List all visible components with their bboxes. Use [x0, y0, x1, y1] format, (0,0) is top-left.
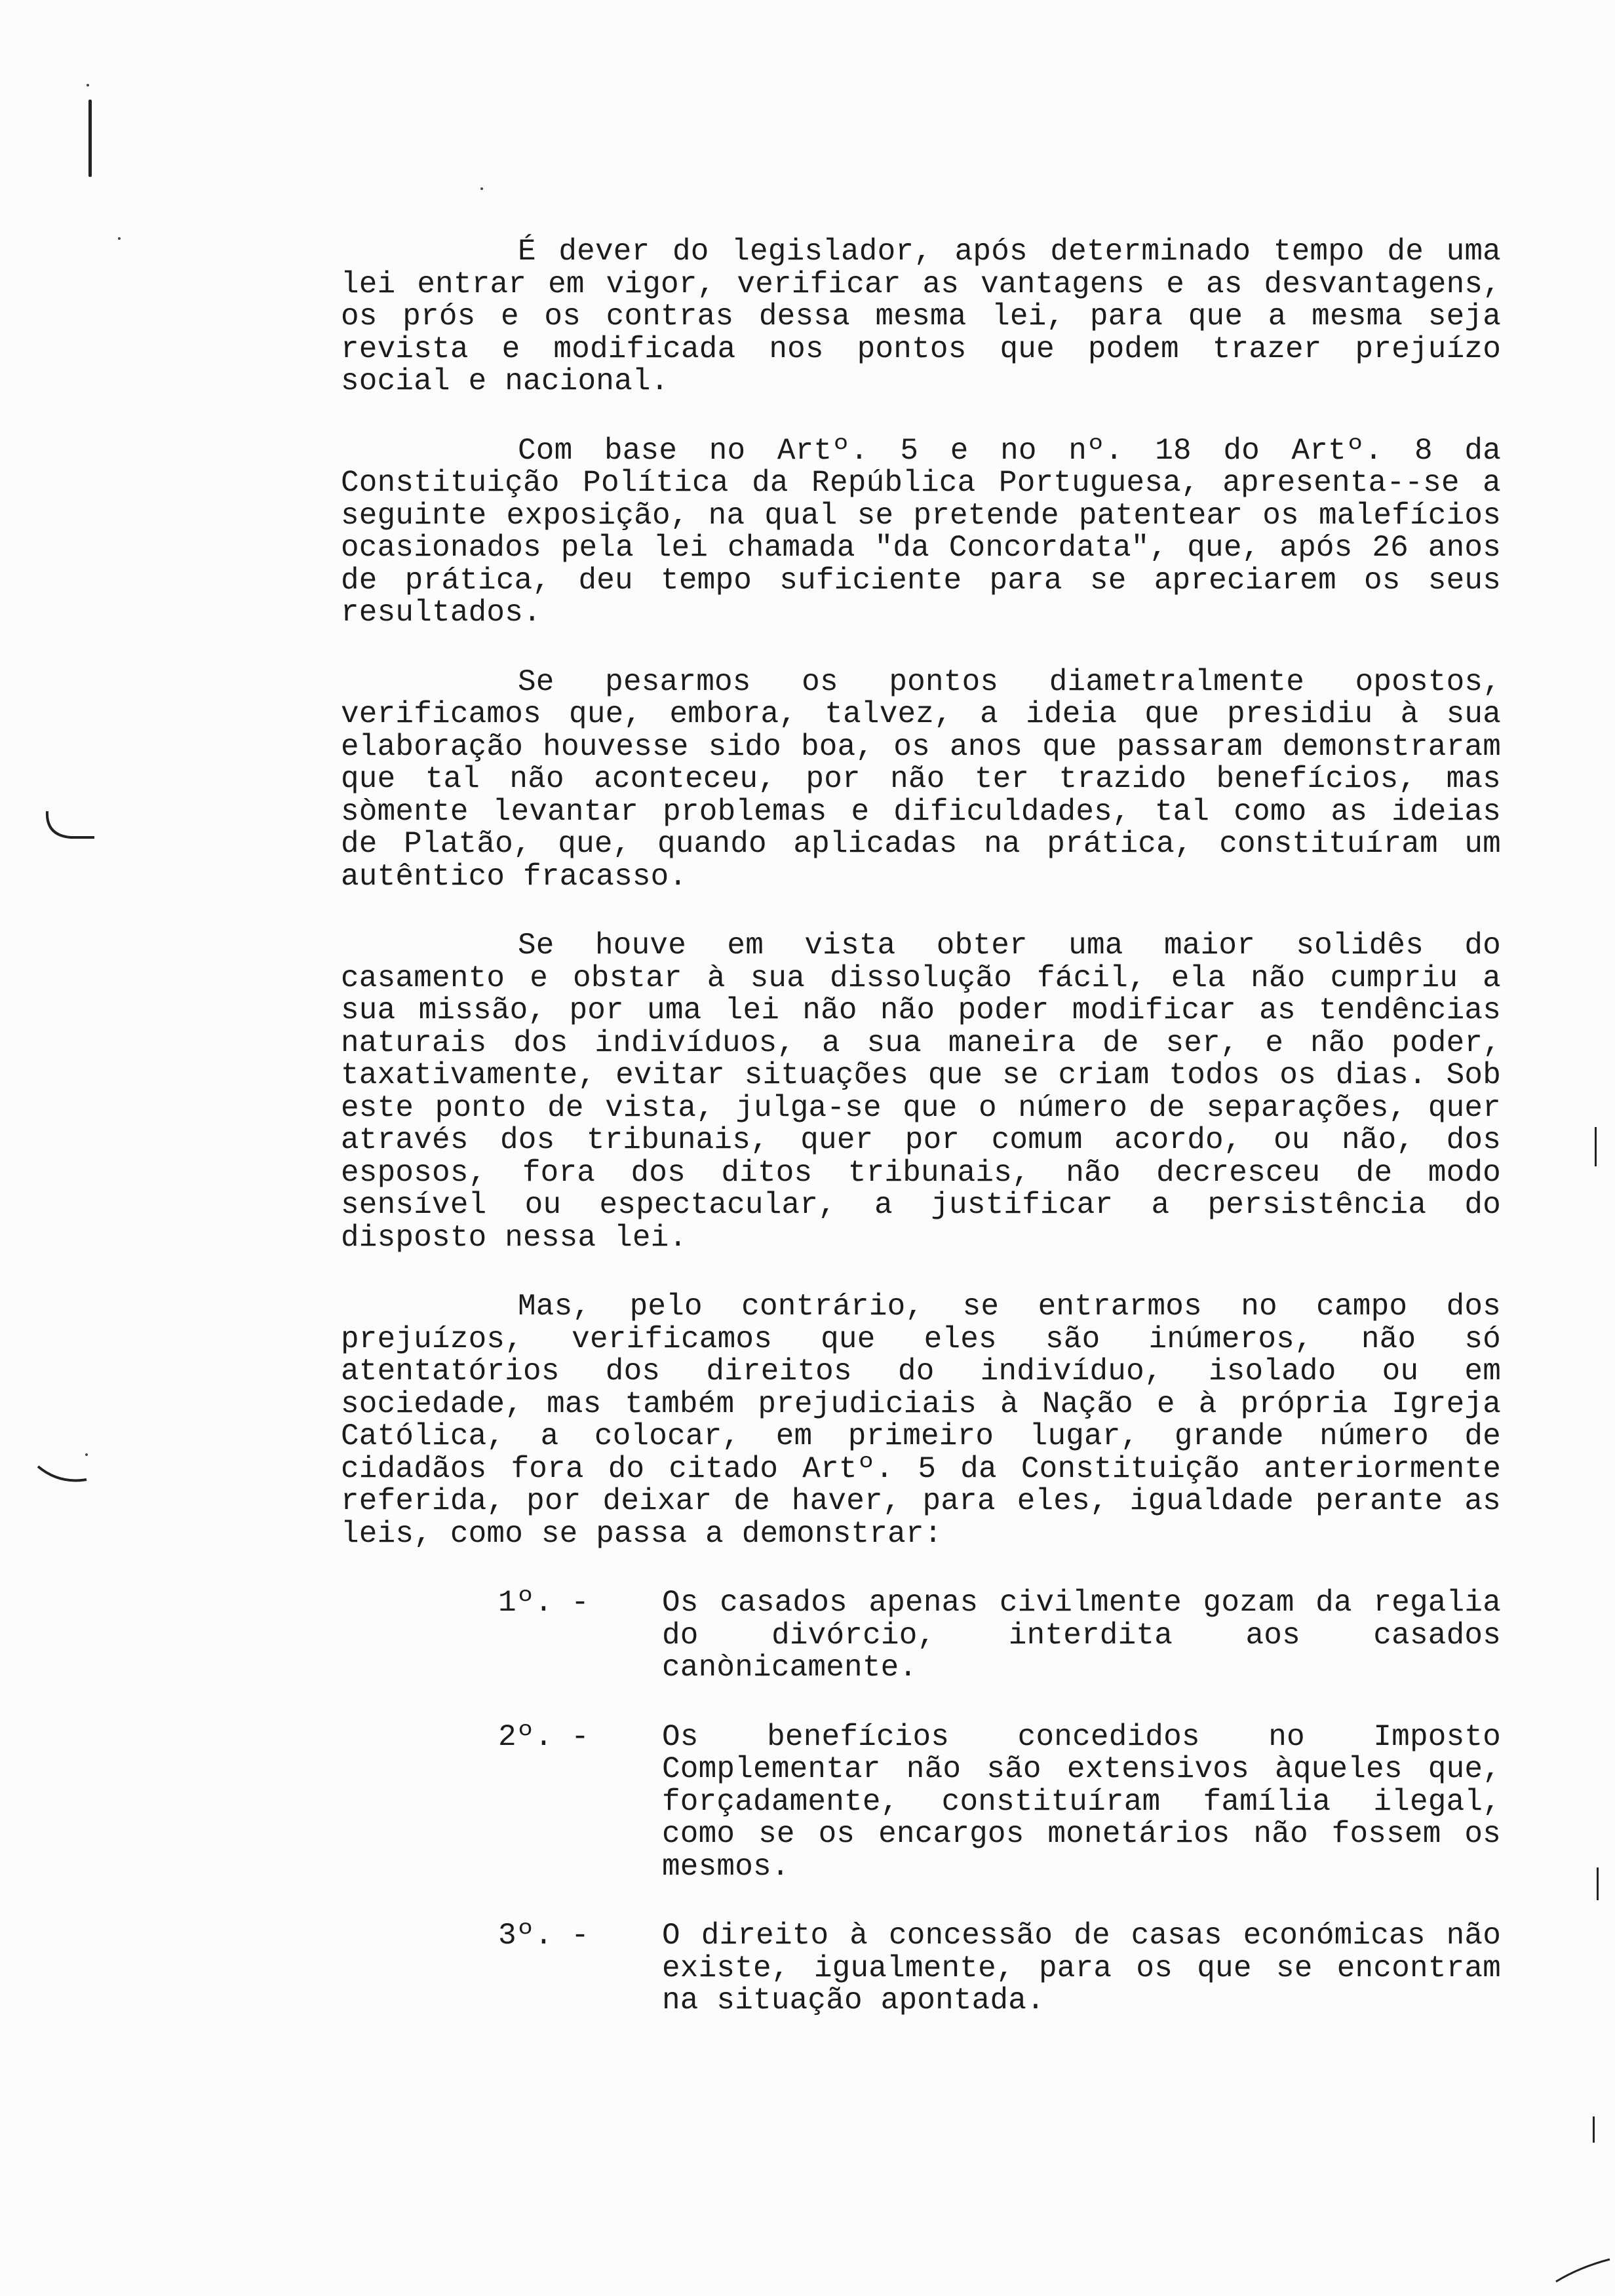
list-item-number: 3º. -: [498, 1919, 590, 1953]
paragraph-text: Mas, pelo contrário, se entrarmos no campo dos prejuízos, verificamos que eles são inúmeros, não só atentatórios dos direitos do indivíduo, isolado ou em sociedade, mas também prejudiciais à Nação e à própria Igreja Católica, a colocar, em primeiro lugar, grande número de cidadãos fora do citado Artº. 5 da Constituição anteriormente referida, por deixar de haver, para eles, igualdade perante as leis, como se passa a demonstrar:: [341, 1290, 1501, 1551]
margin-dot: [87, 84, 89, 86]
list-item: [498, 1920, 1501, 2018]
list-item-number: 2º. -: [498, 1719, 590, 1754]
margin-mark: [88, 100, 92, 177]
margin-mark: [1593, 2116, 1595, 2143]
list-item: [498, 1721, 1501, 1884]
margin-curve: [1553, 2248, 1612, 2287]
paragraph: [341, 666, 1501, 894]
paragraph-text: É dever do legislador, após determinado tempo de uma lei entrar em vigor, verificar as vantagens e as desvantagens, os prós e os contras dessa mesma lei, para que a mesma seja revista e modificada nos pontos que podem trazer prejuízo social e nacional.: [341, 235, 1501, 398]
paragraph: [341, 435, 1501, 630]
margin-dot: [85, 1453, 88, 1456]
list-item-text: O direito à concessão de casas económicas não existe, igualmente, para os que se encontram na situação apontada.: [662, 1919, 1501, 2018]
document-body: [341, 236, 1501, 2054]
numbered-list: [498, 1587, 1501, 2018]
paragraph-text: Se houve em vista obter uma maior solidês do casamento e obstar à sua dissolução fácil, ela não cumpriu a sua missão, por uma lei não não poder modificar as tendências naturais dos indivíduos, a sua maneira de ser, e não poder, taxativamente, evitar situações que se criam todos os dias. Sob este ponto de vista, julga-se que o número de separações, quer através dos tribunais, quer por comum acordo, ou não, dos esposos, fora dos ditos tribunais, não decresceu de modo sensível ou espectacular, a justificar a persistência do disposto nessa lei.: [341, 928, 1501, 1255]
list-item-text: Os benefícios concedidos no Imposto Complementar não são extensivos àqueles que, forçadamente, constituíram família ilegal, como se os encargos monetários não fossem os mesmos.: [662, 1719, 1501, 1884]
margin-curve: [33, 1448, 98, 1501]
paragraph-text: Com base no Artº. 5 e no nº. 18 do Artº. 8 da Constituição Política da República Portuguesa, apresenta--se a seguinte exposição, na qual se pretende patentear os malefícios ocasionados pela lei chamada "da Concordata", que, após 26 anos de prática, deu tempo suficiente para se apreciarem os seus resultados.: [341, 433, 1501, 630]
list-item-text: Os casados apenas civilmente gozam da regalia do divórcio, interdita aos casados canònicamente.: [662, 1586, 1501, 1685]
list-item-number: 1º. -: [498, 1586, 590, 1620]
margin-mark: [1597, 1867, 1599, 1900]
paragraph: [341, 236, 1501, 398]
paragraph: [341, 930, 1501, 1254]
list-item: [498, 1587, 1501, 1685]
margin-dot: [480, 187, 483, 190]
margin-dot: [118, 237, 121, 240]
paragraph-text: Se pesarmos os pontos diametralmente opostos, verificamos que, embora, talvez, a ideia que presidiu à sua elaboração houvesse sido boa, os anos que passaram demonstraram que tal não aconteceu, por não ter trazido benefícios, mas sòmente levantar problemas e dificuldades, tal como as ideias de Platão, que, quando aplicadas na prática, constituíram um autêntico fracasso.: [341, 664, 1501, 894]
margin-curve: [39, 806, 98, 852]
paragraph: [341, 1291, 1501, 1550]
margin-mark: [1595, 1127, 1597, 1166]
